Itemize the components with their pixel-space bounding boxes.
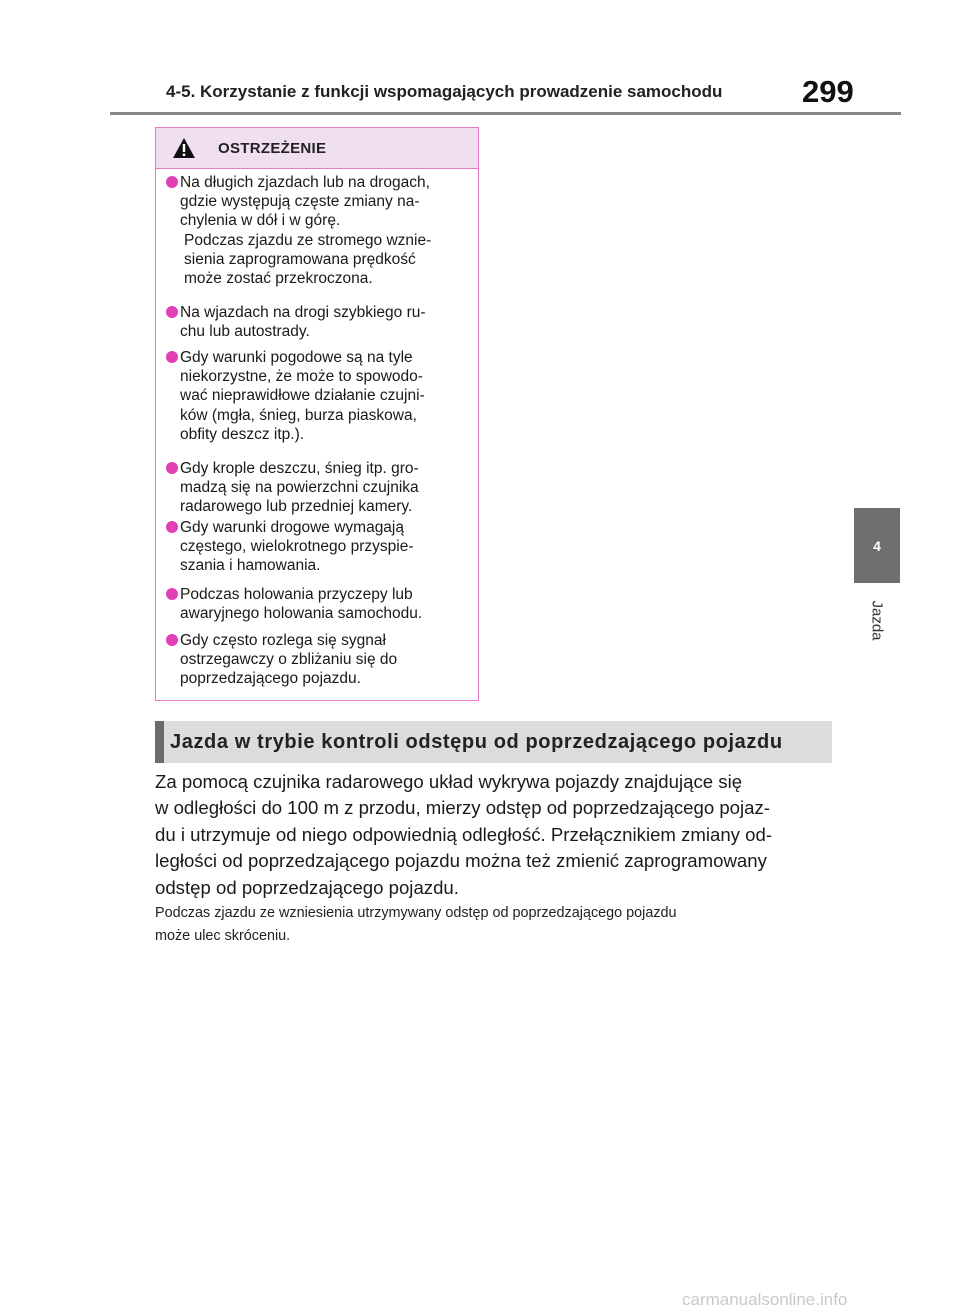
warning-item-line: Gdy warunki drogowe wymagają — [180, 519, 404, 536]
warning-title: OSTRZEŻENIE — [218, 140, 327, 157]
section-heading-accent — [155, 721, 164, 763]
warning-item-line: ostrzegawczy o zbliżaniu się do — [180, 651, 398, 669]
chapter-tab[interactable] — [854, 508, 900, 583]
warning-item-text — [180, 585, 472, 623]
warning-item-line: chylenia w dół i w górę. — [180, 212, 341, 230]
warning-item-extra-line: sienia zaprogramowana prędkość — [184, 250, 416, 268]
section-heading: Jazda w trybie kontroli odstępu od poprzedzającego pojazdu — [170, 731, 783, 753]
warning-item-text — [180, 518, 472, 576]
warning-item-line: Podczas holowania przyczepy lub — [180, 586, 413, 603]
warning-item-line: wać nieprawidłowe działanie czujni- — [180, 387, 425, 405]
warning-item-line: szania i hamowania. — [180, 557, 321, 575]
warning-item-line: Na wjazdach na drogi szybkiego ru- — [180, 304, 426, 321]
warning-item-line: Gdy krople deszczu, śnieg itp. gro- — [180, 460, 419, 477]
note-line: może ulec skróceniu. — [155, 927, 291, 944]
warning-item-line: Gdy warunki pogodowe są na tyle — [180, 349, 413, 366]
body-line: odstęp od poprzedzającego pojazdu. — [155, 876, 459, 898]
warning-item-text — [180, 303, 472, 341]
header-divider — [110, 112, 901, 115]
section-note — [155, 902, 835, 947]
page-number: 299 — [802, 74, 854, 109]
chapter-tab-number: 4 — [873, 537, 881, 554]
warning-item-text — [180, 631, 472, 689]
warning-item-extra-line: może zostać przekroczona. — [184, 270, 373, 288]
chapter-section-title: 4-5. Korzystanie z funkcji wspomagających prowadzenie samochodu — [166, 82, 723, 101]
warning-box — [155, 127, 479, 701]
warning-item-line: ków (mgła, śnieg, burza piaskowa, — [180, 406, 417, 424]
warning-item-line: Gdy często rozlega się sygnał — [180, 632, 386, 649]
warning-item-text — [180, 173, 472, 288]
warning-item-line: niekorzystne, że może to spowodo- — [180, 368, 423, 386]
bullet-icon — [166, 306, 178, 318]
warning-item-line: gdzie występują częste zmiany na- — [180, 193, 420, 211]
body-line: du i utrzymuje od niego odpowiednią odległość. Przełącznikiem zmiany od- — [155, 823, 773, 845]
bullet-icon — [166, 462, 178, 474]
warning-triangle-icon — [172, 137, 196, 159]
section-body — [155, 769, 835, 901]
warning-item-extra-line: Podczas zjazdu ze stromego wznie- — [184, 231, 432, 249]
bullet-icon — [166, 521, 178, 533]
warning-item-line: chu lub autostrady. — [180, 323, 310, 341]
body-line: Za pomocą czujnika radarowego układ wykrywa pojazdy znajdujące się — [155, 771, 743, 792]
warning-item-line: awaryjnego holowania samochodu. — [180, 605, 423, 623]
chapter-side-label-text: Jazda — [868, 599, 886, 641]
warning-item-line: poprzedzającego pojazdu. — [180, 670, 361, 688]
warning-item-line: obfity deszcz itp.). — [180, 425, 305, 443]
chapter-side-label — [865, 592, 889, 648]
note-line: Podczas zjazdu ze wzniesienia utrzymywany odstęp od poprzedzającego pojazdu — [155, 905, 677, 921]
warning-item-text — [180, 459, 472, 517]
warning-item-line: Na długich zjazdach lub na drogach, — [180, 174, 430, 191]
watermark: carmanualsonline.info — [682, 1290, 848, 1309]
warning-item-line: madzą się na powierzchni czujnika — [180, 479, 419, 497]
warning-header — [156, 128, 478, 169]
bullet-icon — [166, 588, 178, 600]
bullet-icon — [166, 176, 178, 188]
bullet-icon — [166, 351, 178, 363]
warning-item-line: częstego, wielokrotnego przyspie- — [180, 538, 414, 556]
bullet-icon — [166, 634, 178, 646]
warning-item-line: radarowego lub przedniej kamery. — [180, 498, 413, 516]
body-line: w odległości do 100 m z przodu, mierzy odstęp od poprzedzającego pojaz- — [155, 797, 770, 819]
body-line: ległości od poprzedzającego pojazdu można też zmienić zaprogramowany — [155, 850, 767, 872]
warning-item-text — [180, 348, 472, 444]
